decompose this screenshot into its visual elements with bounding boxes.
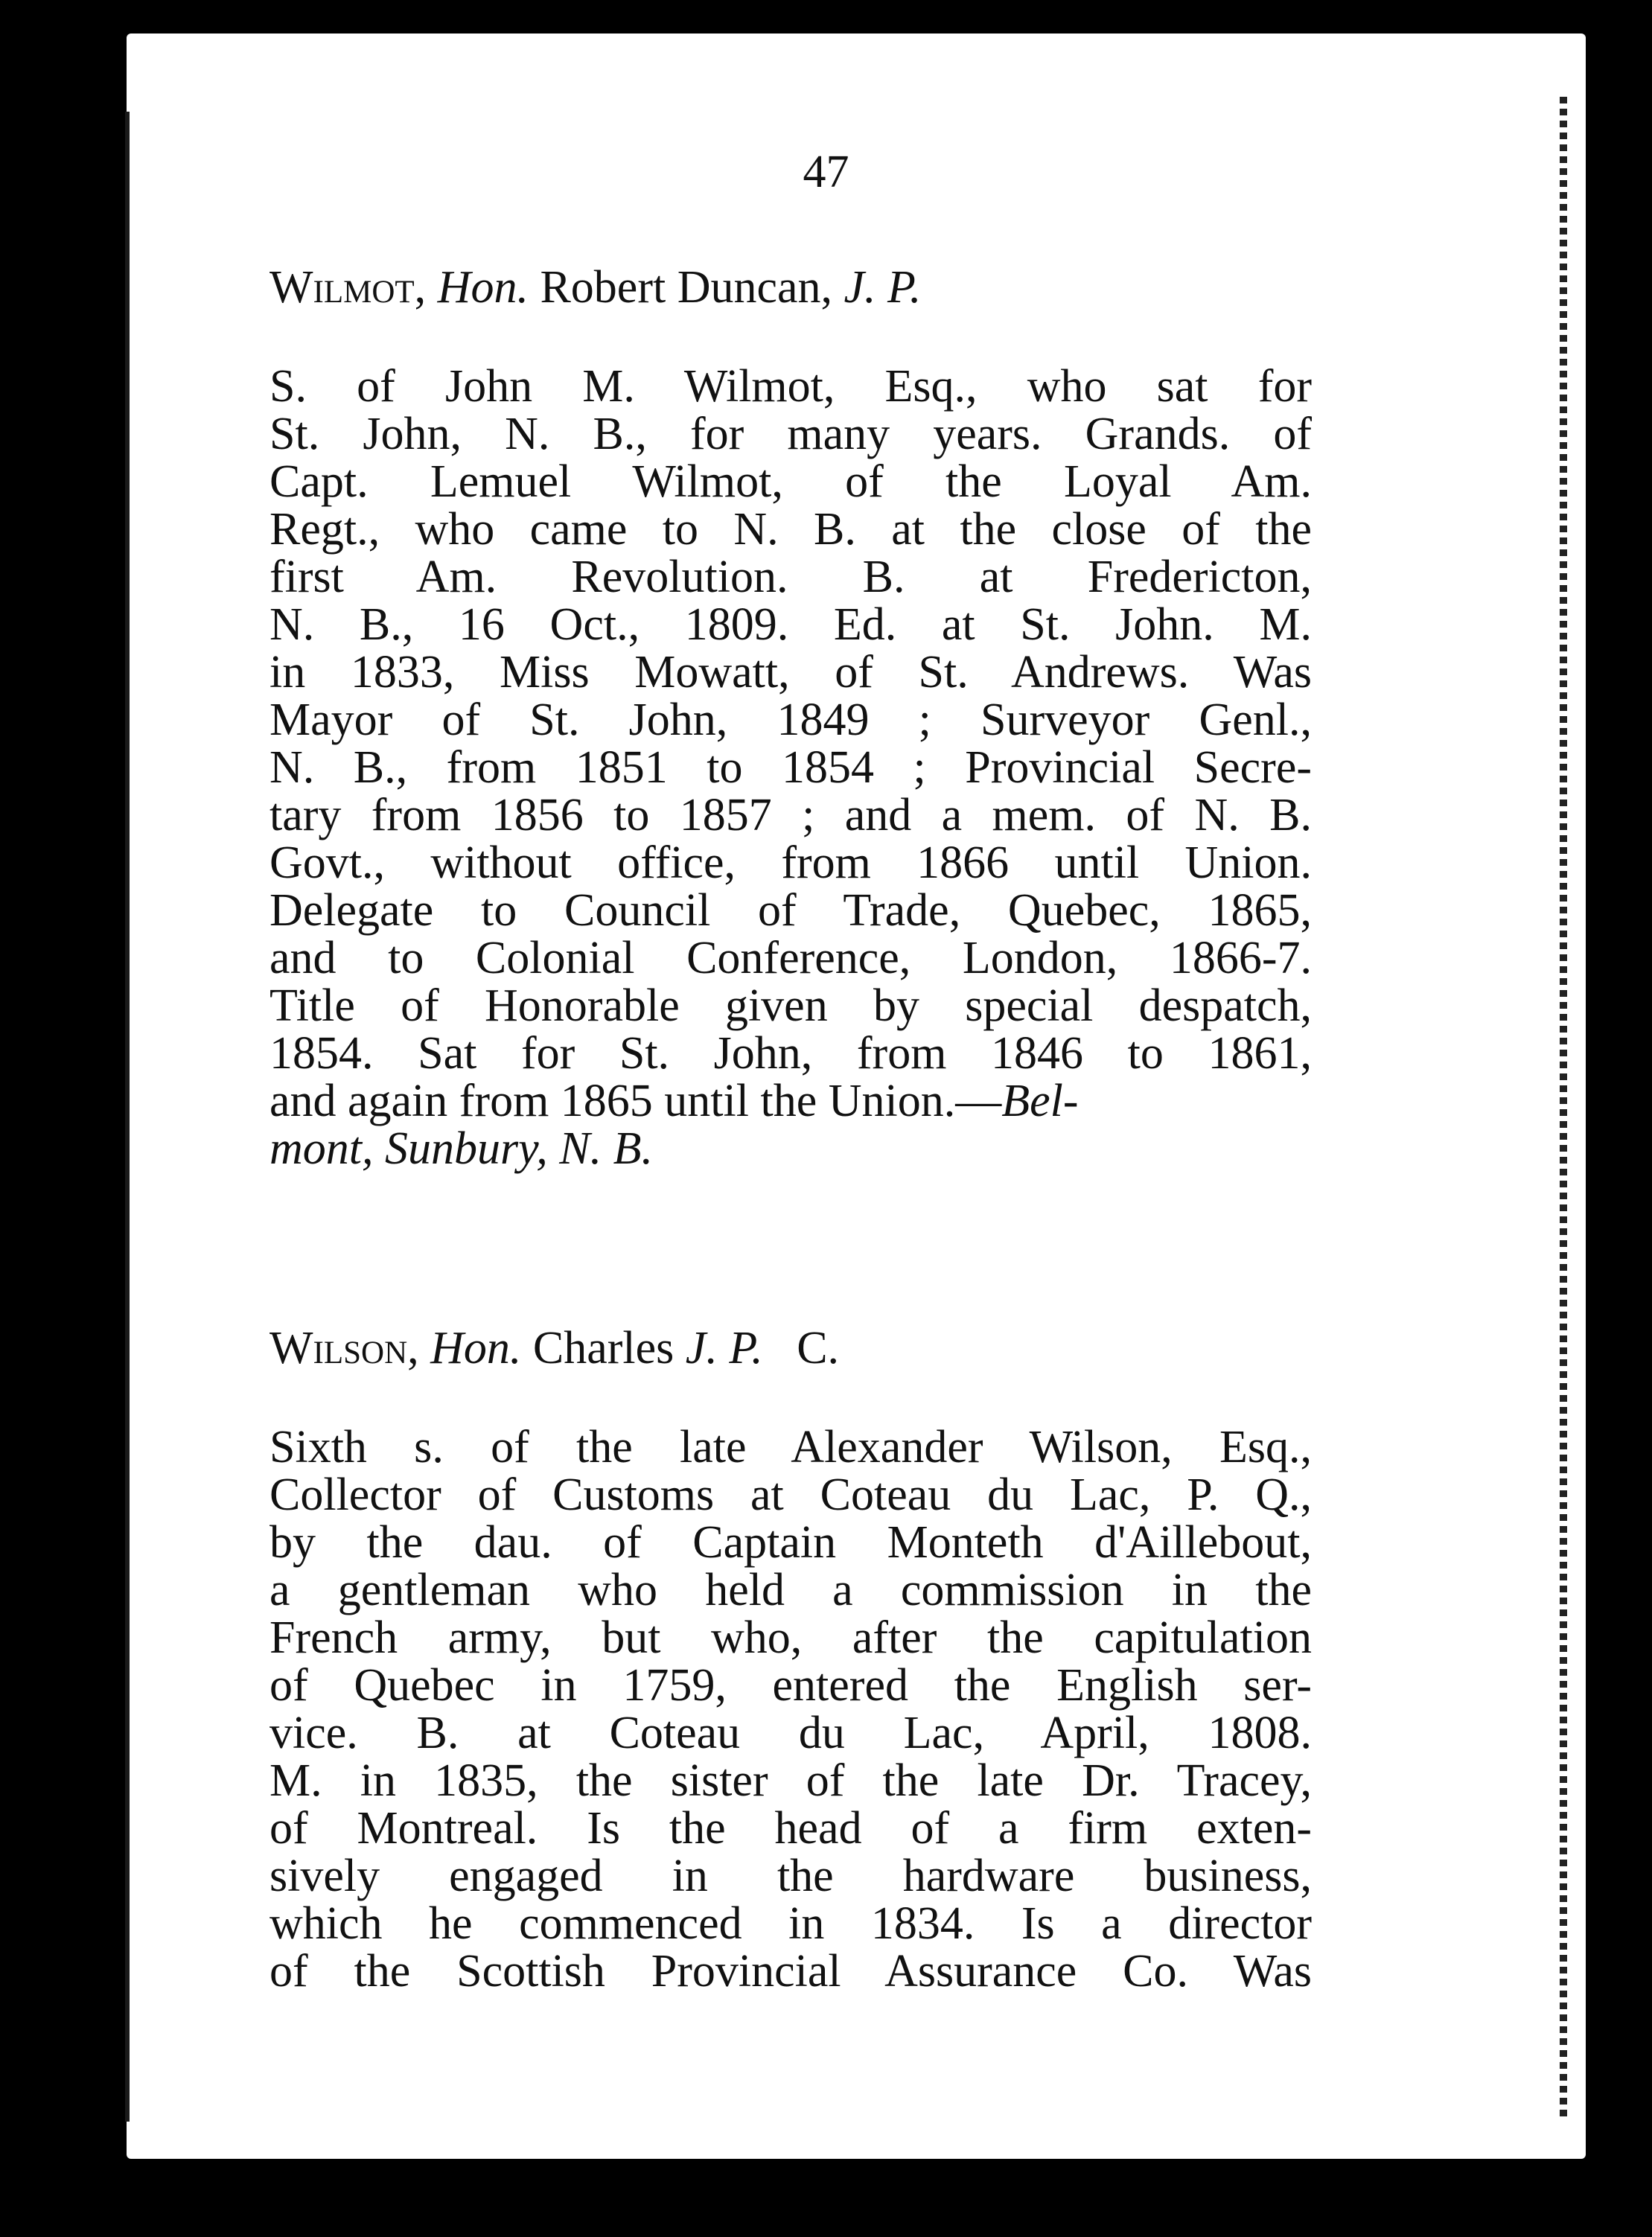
text-line: 1854. Sat for St. John, from 1846 to 1861, [270,1028,1312,1079]
text-line: a gentleman who held a commission in the [270,1565,1312,1615]
text-line: M. in 1835, the sister of the late Dr. Tracey, [270,1755,1312,1806]
entry-given-names: Charles [532,1323,674,1373]
text-line: French army, but who, after the capitulation [270,1612,1312,1663]
text-line: Title of Honorable given by special despatch, [270,980,1312,1031]
text-line: Sixth s. of the late Alexander Wilson, Esq., [270,1422,1312,1472]
text-line: Mayor of St. John, 1849 ; Surveyor Genl., [270,695,1312,745]
entry-heading-wilmot [270,262,922,313]
entry-heading-wilson [270,1325,839,1371]
entry-surname: Wilmot, [270,262,427,313]
entry-honorific: Hon. [430,1323,522,1373]
text-line: N. B., from 1851 to 1854 ; Provincial Secre- [270,742,1312,793]
text-line: in 1833, Miss Mowatt, of St. Andrews. Was [270,647,1312,698]
text-line: first Am. Revolution. B. at Fredericton, [270,552,1312,602]
text-line-body: and again from 1865 until the Union.— [270,1076,1002,1126]
text-line-with-residence [270,1078,1312,1124]
entry-given-names: Robert Duncan, [540,262,833,313]
entry-title-suffix: C. [797,1323,840,1373]
text-line: of Montreal. Is the head of a firm exten- [270,1803,1312,1854]
text-line: which he commenced in 1834. Is a director [270,1898,1312,1949]
entry-surname: Wilson, [270,1323,419,1373]
page-left-edge [125,112,130,2122]
text-line: Regt., who came to N. B. at the close of the [270,504,1312,555]
text-line: tary from 1856 to 1857 ; and a mem. of N. B. [270,790,1312,840]
text-line: Govt., without office, from 1866 until Union. [270,837,1312,888]
page-number: 47 [803,147,849,197]
text-line: sively engaged in the hardware business, [270,1851,1312,1901]
entry-title: J. P. [843,262,922,313]
residence [270,1123,1312,1174]
text-line: St. John, N. B., for many years. Grands. of [270,409,1312,459]
entry-title: J. P. [685,1323,763,1373]
residence-text: mont, Sunbury, N. B. [270,1123,653,1174]
page-right-edge [1560,97,1567,2122]
text-line: N. B., 16 Oct., 1809. Ed. at St. John. M. [270,599,1312,650]
text-line: Collector of Customs at Coteau du Lac, P. Q., [270,1469,1312,1520]
residence-start: Bel- [1001,1076,1079,1126]
text-line: of Quebec in 1759, entered the English ser- [270,1660,1312,1711]
text-line: of the Scottish Provincial Assurance Co. Was [270,1946,1312,1997]
text-line: vice. B. at Coteau du Lac, April, 1808. [270,1708,1312,1758]
text-line: S. of John M. Wilmot, Esq., who sat for [270,361,1312,412]
text-line: and to Colonial Conference, London, 1866-7. [270,933,1312,983]
text-line: Delegate to Council of Trade, Quebec, 1865, [270,885,1312,936]
entry-honorific: Hon. [437,262,529,313]
text-line: Capt. Lemuel Wilmot, of the Loyal Am. [270,456,1312,507]
text-line: by the dau. of Captain Monteth d'Aillebout, [270,1517,1312,1568]
